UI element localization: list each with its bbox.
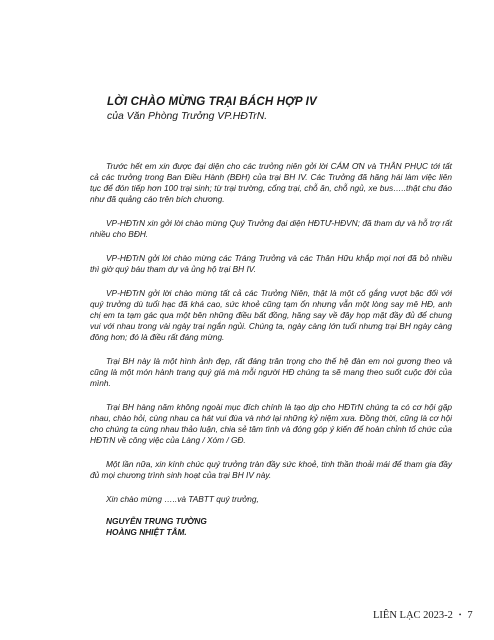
paragraph-wishes: Một lần nữa, xin kính chúc quý trưởng tràn đầy sức khoẻ, tinh thần thoải mái để tham gia đầy đủ mọi chương trình sinh hoạt của trại BH IV này.: [90, 459, 452, 480]
letter-subtitle: của Văn Phòng Trưởng VP.HĐTrN.: [107, 111, 268, 122]
closing-line: Xin chào mừng …..và TABTT quý trưởng,: [106, 494, 259, 504]
paragraph-welcome-elders: VP-HĐTrN gởi lời chào mừng tất cả các Trưởng Niên, thật là một cố gắng vượt bậc đối với quý trưởng dù tuổi hạc đã khá cao, sức khoẻ cũng tạm ổn nhưng vẫn một lòng say mê HĐ, anh chị em ta tạm gác qua một bên những điều bất đồng, hăng say về đây họp mặt đầy đủ để chung vui với nhau trong vài ngày trại ngắn ngủi. Chúng ta, ngày càng lớn tuổi nhưng trại BH ngày càng đông hơn; đó là điều rất đáng mừng.: [90, 288, 452, 342]
paragraph-camp-image: Trại BH này là một hình ảnh đẹp, rất đáng trân trọng cho thế hệ đàn em noi gương theo và cũng là một món hành trang quý giá mà mỗi người HĐ chúng ta sẽ mang theo suốt cuộc đời của mình.: [90, 356, 452, 388]
signature-name-2: HOÀNG NHIỆT TÂM.: [106, 527, 187, 537]
paragraph-welcome-representatives: VP-HĐTrN xin gởi lời chào mừng Quý Trưởng đại diện HĐTƯ-HĐVN; đã tham dự và hỗ trợ rất nhiều cho BĐH.: [90, 218, 452, 239]
paragraph-welcome-leaders: VP-HĐTrN gởi lời chào mừng các Tráng Trưởng và các Thân Hữu khắp mọi nơi đã bỏ nhiều thì giờ quý báu tham dự và ủng hộ trại BH IV.: [90, 253, 452, 274]
letter-title: LỜI CHÀO MỪNG TRẠI BÁCH HỢP IV: [107, 95, 317, 108]
paragraph-thanks: Trước hết em xin được đại diện cho các trưởng niên gởi lời CÁM ƠN và THÂN PHỤC tới tất cả các trưởng trong Ban Điều Hành (BĐH) của trại BH IV. Các Trưởng đã hăng hái làm việc liên tục để đón tiếp hơn 100 trại sinh; từ trại trường, cổng trại, chỗ ăn, chỗ ngủ, xe bus…..thật chu đáo như đã quảng cáo trên bích chương.: [90, 161, 452, 204]
signature-name-1: NGUYỄN TRUNG TƯỜNG: [106, 516, 207, 526]
signature-block: [90, 516, 452, 538]
paragraph-camp-purpose: Trại BH hàng năm không ngoài mục đích chính là tạo dịp cho HĐTrN chúng ta có cơ hội gặp nhau, chào hỏi, cùng nhau ca hát vui đùa và nhớ lại những kỷ niệm xưa. Đồng thời, cũng là cơ hội cho chúng ta cùng nhau thảo luận, chia sẻ tâm tình và đóng góp ý kiến để hoàn chỉnh tổ chức của HĐTrN về công việc của Làng / Xóm / GĐ.: [90, 402, 452, 445]
letter-body: [90, 161, 452, 538]
publication-name: LIÊN LẠC 2023-2: [373, 610, 453, 621]
page-footer: [373, 610, 473, 621]
page-number: 7: [467, 610, 473, 621]
bullet-separator: •: [458, 611, 462, 619]
